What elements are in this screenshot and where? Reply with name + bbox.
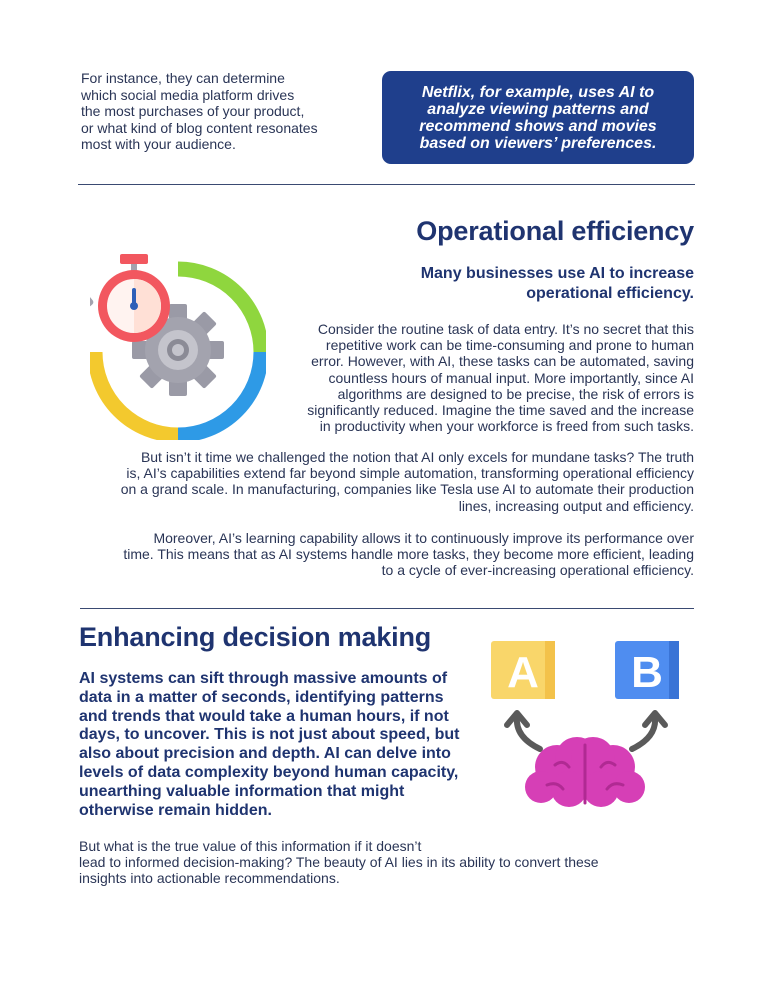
operational-paragraph-1: Consider the routine task of data entry. It’s no secret that this repetitive work can be time-consuming and prone to human error. However, with AI, these tasks can be automated, saving countless hours of manual input. More importantly, since AI algorithms are designed to be precise, the risk of errors is significantly reduced. Imagine the time saved and the increase in productivity when your workforce is freed from such tasks.: [307, 321, 694, 435]
decision-making-heading: Enhancing decision making: [79, 622, 432, 652]
decision-paragraph: But what is the true value of this information if it doesn’t lead to informed decision-making? The beauty of AI lies in its ability to convert these insights into actionable recommendations.: [79, 838, 599, 887]
callout-text: Netflix, for example, uses AI to analyze viewing patterns and recommend shows and movies based on viewers’ preferences.: [419, 83, 657, 152]
option-a-label: A: [507, 648, 539, 697]
ab-choice-brain-icon: [485, 637, 685, 809]
operational-paragraph-3: Moreover, AI’s learning capability allows it to continuously improve its performance over time. This means that as AI systems handle more tasks, they become more efficient, leading to a cycle of ever-increasing operational efficiency.: [123, 530, 694, 579]
netflix-callout-box: [382, 71, 694, 164]
operational-paragraph-2: But isn’t it time we challenged the notion that AI only excels for mundane tasks? The truth is, AI’s capabilities extend far beyond simple automation, transforming operational efficiency on a grand scale. In manufacturing, companies like Tesla use AI to automate their production lines, increasing output and efficiency.: [120, 449, 694, 514]
intro-paragraph: For instance, they can determine which social media platform drives the most purchases of your product, or what kind of blog content resonates most with your audience.: [81, 70, 318, 152]
operational-efficiency-heading: Operational efficiency: [416, 216, 694, 246]
stopwatch-gear-icon: [90, 242, 266, 440]
option-b-label: B: [631, 648, 663, 697]
operational-subheading: Many businesses use AI to increase operational efficiency.: [420, 265, 694, 302]
section-divider: [78, 184, 695, 185]
section-divider: [80, 608, 694, 609]
decision-bold-paragraph: AI systems can sift through massive amounts of data in a matter of seconds, identifying patterns and trends that would take a human hours, if not days, to uncover. This is not just about speed, but also about precision and depth. AI can delve into levels of data complexity beyond human capacity, unearthing valuable information that might otherwise remain hidden.: [79, 670, 460, 819]
